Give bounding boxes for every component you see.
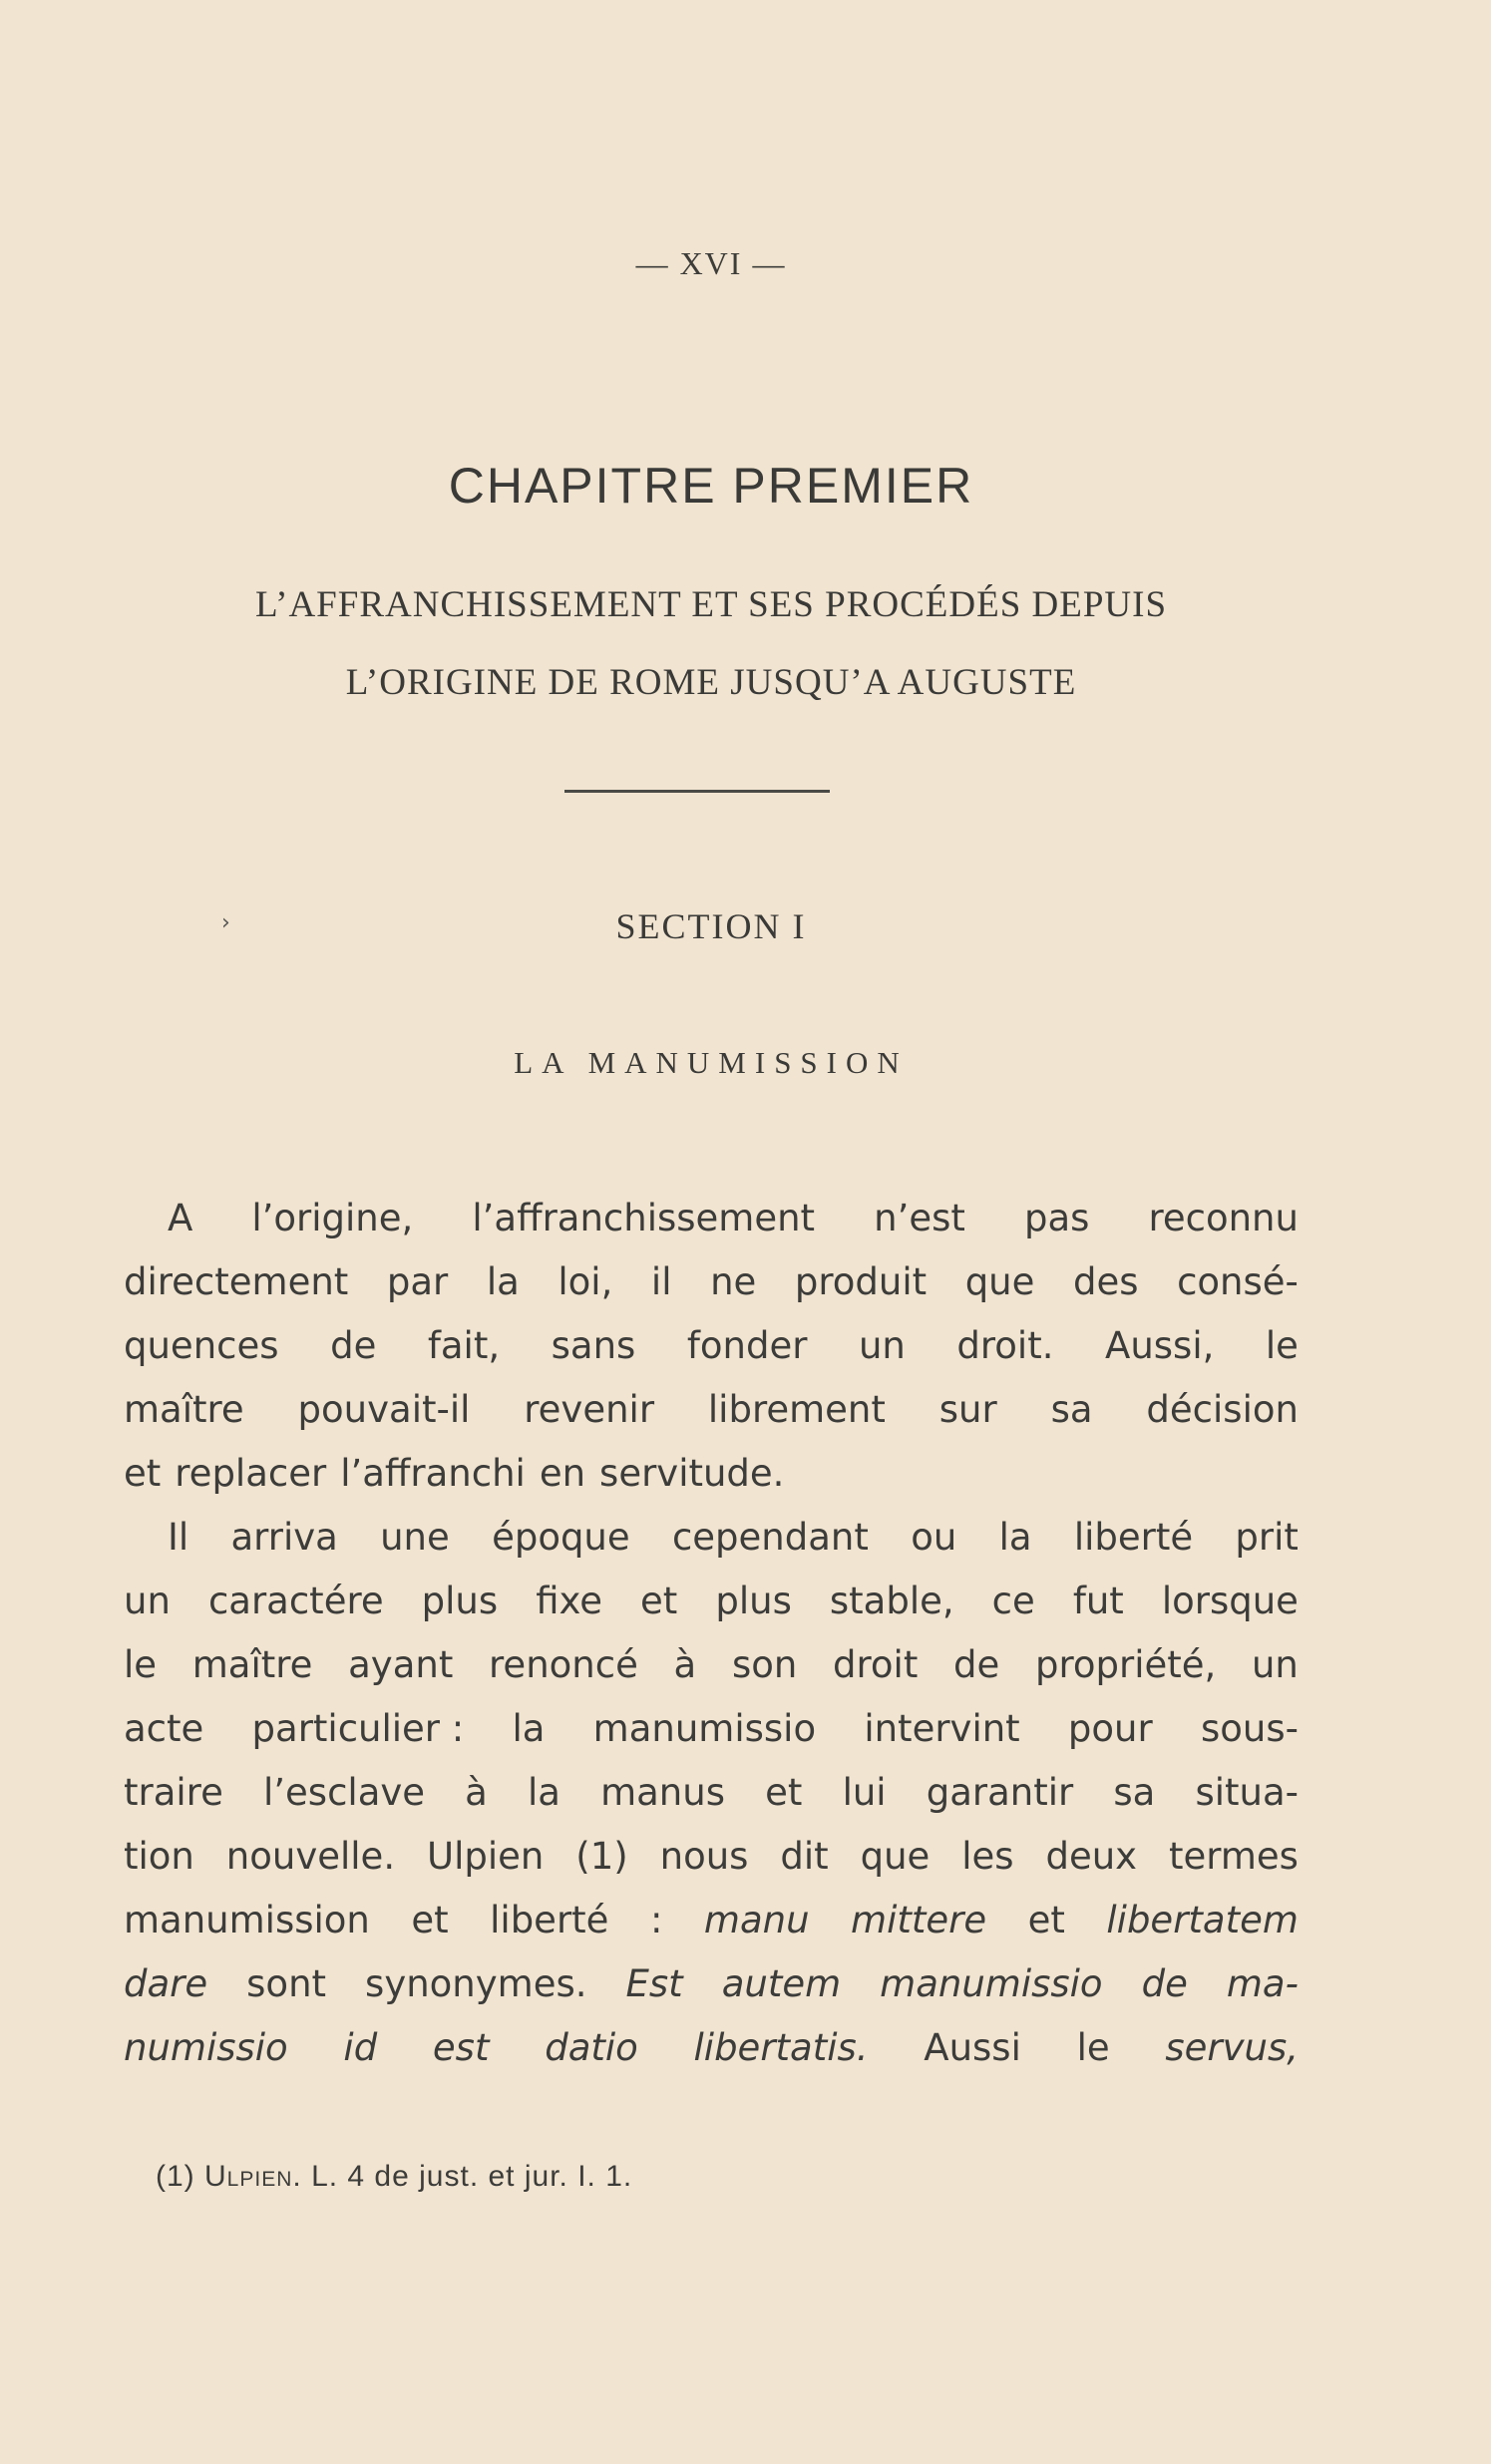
word: directement bbox=[124, 1260, 349, 1303]
word: quences bbox=[124, 1324, 279, 1367]
chapter-subtitle-line-1: L’AFFRANCHISSEMENT ET SES PROCÉDÉS DEPUIS bbox=[254, 584, 1168, 625]
word: particulier : bbox=[251, 1707, 465, 1750]
word: que bbox=[860, 1835, 931, 1878]
word: de bbox=[953, 1643, 1000, 1686]
text-line bbox=[124, 1570, 1299, 1633]
word: deux bbox=[1045, 1835, 1138, 1878]
text-line bbox=[124, 1250, 1299, 1314]
word: à bbox=[465, 1771, 488, 1814]
word: intervint bbox=[864, 1707, 1020, 1750]
word: l’esclave bbox=[262, 1771, 426, 1814]
chapter-subtitle-line-2: L’ORIGINE DE ROME JUSQU’A AUGUSTE bbox=[345, 662, 1077, 703]
word: libertatis. bbox=[693, 2026, 869, 2069]
word: en bbox=[539, 1452, 586, 1495]
word: lorsque bbox=[1161, 1580, 1299, 1622]
word: acte bbox=[124, 1707, 204, 1750]
word: le bbox=[1265, 1324, 1299, 1367]
word: caractére bbox=[207, 1580, 384, 1622]
word: et bbox=[124, 1452, 162, 1495]
text-line bbox=[124, 1187, 1299, 1250]
word: libertatem bbox=[1106, 1899, 1299, 1941]
word: Est bbox=[625, 1962, 683, 2005]
word: n’est bbox=[874, 1197, 965, 1239]
word: et bbox=[411, 1899, 449, 1941]
word: sans bbox=[551, 1324, 636, 1367]
word: et bbox=[640, 1580, 678, 1622]
word: liberté bbox=[1073, 1516, 1194, 1559]
word: stable, bbox=[829, 1580, 954, 1622]
word: traire bbox=[124, 1771, 223, 1814]
word: par bbox=[386, 1260, 449, 1303]
word: mittere bbox=[851, 1899, 987, 1941]
word: produit bbox=[794, 1260, 928, 1303]
word: maître bbox=[124, 1388, 244, 1431]
word: l’affranchissement bbox=[472, 1197, 816, 1239]
word: (1) bbox=[575, 1835, 628, 1878]
word: synonymes. bbox=[365, 1962, 587, 2005]
word: est bbox=[432, 2026, 490, 2069]
text-line bbox=[124, 1378, 1299, 1442]
word: des bbox=[1072, 1260, 1139, 1303]
word: id bbox=[343, 2026, 378, 2069]
word: ma- bbox=[1226, 1962, 1299, 2005]
word: sa bbox=[1113, 1771, 1156, 1814]
word: autem bbox=[721, 1962, 842, 2005]
word: Aussi, bbox=[1105, 1324, 1215, 1367]
text-line bbox=[124, 1952, 1299, 2016]
word: nouvelle. bbox=[225, 1835, 396, 1878]
word: plus bbox=[421, 1580, 499, 1622]
word: tion bbox=[124, 1835, 194, 1878]
word: manus bbox=[600, 1771, 725, 1814]
word: les bbox=[961, 1835, 1014, 1878]
word: Aussi bbox=[924, 2026, 1021, 2069]
word: lui bbox=[842, 1771, 887, 1814]
word: A bbox=[168, 1197, 193, 1239]
word: sa bbox=[1050, 1388, 1093, 1431]
word: la bbox=[998, 1516, 1032, 1559]
word: époque bbox=[492, 1516, 630, 1559]
word: décision bbox=[1146, 1388, 1299, 1431]
word: revenir bbox=[524, 1388, 655, 1431]
word: situa- bbox=[1195, 1771, 1299, 1814]
text-line bbox=[124, 2016, 1299, 2080]
word: de bbox=[1141, 1962, 1188, 2005]
word: numissio bbox=[124, 2026, 288, 2069]
word: et bbox=[1027, 1899, 1065, 1941]
text-line bbox=[124, 1761, 1299, 1825]
word: l’origine, bbox=[251, 1197, 414, 1239]
text-line bbox=[124, 1889, 1299, 1952]
word: ou bbox=[911, 1516, 957, 1559]
word: maître bbox=[191, 1643, 313, 1686]
word: arriva bbox=[230, 1516, 338, 1559]
word: reconnu bbox=[1148, 1197, 1299, 1239]
word: la bbox=[486, 1260, 520, 1303]
word: de bbox=[330, 1324, 377, 1367]
word: droit bbox=[833, 1643, 919, 1686]
word: à bbox=[673, 1643, 697, 1686]
text-line bbox=[124, 1633, 1299, 1697]
text-line bbox=[124, 1825, 1299, 1889]
word: pour bbox=[1067, 1707, 1153, 1750]
word: renoncé bbox=[489, 1643, 638, 1686]
word: termes bbox=[1168, 1835, 1299, 1878]
word: sous- bbox=[1200, 1707, 1299, 1750]
word: prit bbox=[1235, 1516, 1299, 1559]
word: Ulpien bbox=[427, 1835, 545, 1878]
word: un bbox=[858, 1324, 906, 1367]
word: un bbox=[1251, 1643, 1299, 1686]
footnote bbox=[156, 2160, 632, 2194]
word: : bbox=[649, 1899, 663, 1941]
word: fait, bbox=[427, 1324, 501, 1367]
section-divider-rule bbox=[564, 790, 830, 793]
word: sur bbox=[938, 1388, 997, 1431]
word: ayant bbox=[348, 1643, 454, 1686]
word: dit bbox=[780, 1835, 829, 1878]
word: liberté bbox=[490, 1899, 609, 1941]
word: fut bbox=[1072, 1580, 1124, 1622]
word: dare bbox=[124, 1962, 208, 2005]
word: plus bbox=[715, 1580, 792, 1622]
word: fixe bbox=[536, 1580, 603, 1622]
body-text bbox=[124, 1187, 1299, 2080]
word: sont bbox=[246, 1962, 327, 2005]
footnote-author: Ulpien. bbox=[204, 2160, 302, 2193]
word: consé- bbox=[1177, 1260, 1299, 1303]
text-line bbox=[124, 1314, 1299, 1378]
word: une bbox=[380, 1516, 450, 1559]
word: propriété, bbox=[1034, 1643, 1217, 1686]
word: il bbox=[650, 1260, 672, 1303]
word: que bbox=[964, 1260, 1035, 1303]
word: garantir bbox=[926, 1771, 1074, 1814]
word: pas bbox=[1023, 1197, 1090, 1239]
text-line bbox=[124, 1442, 1299, 1506]
word: la bbox=[528, 1771, 560, 1814]
word: un bbox=[124, 1580, 171, 1622]
word: nous bbox=[659, 1835, 749, 1878]
word: librement bbox=[707, 1388, 886, 1431]
word: Il bbox=[168, 1516, 189, 1559]
word: loi, bbox=[558, 1260, 613, 1303]
chapter-title: CHAPITRE PREMIER bbox=[448, 458, 974, 514]
word: la bbox=[512, 1707, 546, 1750]
word: manumission bbox=[124, 1899, 370, 1941]
word: servus, bbox=[1165, 2026, 1299, 2069]
footnote-marker: (1) bbox=[156, 2160, 195, 2193]
word: cependant bbox=[671, 1516, 869, 1559]
word: le bbox=[1076, 2026, 1110, 2069]
word: son bbox=[731, 1643, 798, 1686]
section-heading: SECTION I bbox=[615, 906, 807, 946]
word: datio bbox=[545, 2026, 638, 2069]
page-number: — XVI — bbox=[635, 245, 787, 281]
word: fonder bbox=[686, 1324, 808, 1367]
word: l’affranchi bbox=[340, 1452, 526, 1495]
word: manu bbox=[703, 1899, 810, 1941]
word: ce bbox=[991, 1580, 1035, 1622]
word: manumissio bbox=[592, 1707, 817, 1750]
section-title: LA MANUMISSION bbox=[514, 1045, 909, 1080]
word: ne bbox=[710, 1260, 757, 1303]
text-line bbox=[124, 1506, 1299, 1570]
word: et bbox=[765, 1771, 803, 1814]
word: pouvait-il bbox=[297, 1388, 471, 1431]
word: manumissio bbox=[880, 1962, 1103, 2005]
word: servitude. bbox=[599, 1452, 785, 1495]
margin-mark: › bbox=[221, 910, 230, 935]
word: replacer bbox=[175, 1452, 327, 1495]
footnote-reference: L. 4 de just. et jur. I. 1. bbox=[311, 2160, 633, 2193]
word: droit. bbox=[956, 1324, 1054, 1367]
text-line bbox=[124, 1697, 1299, 1761]
word: le bbox=[124, 1643, 158, 1686]
